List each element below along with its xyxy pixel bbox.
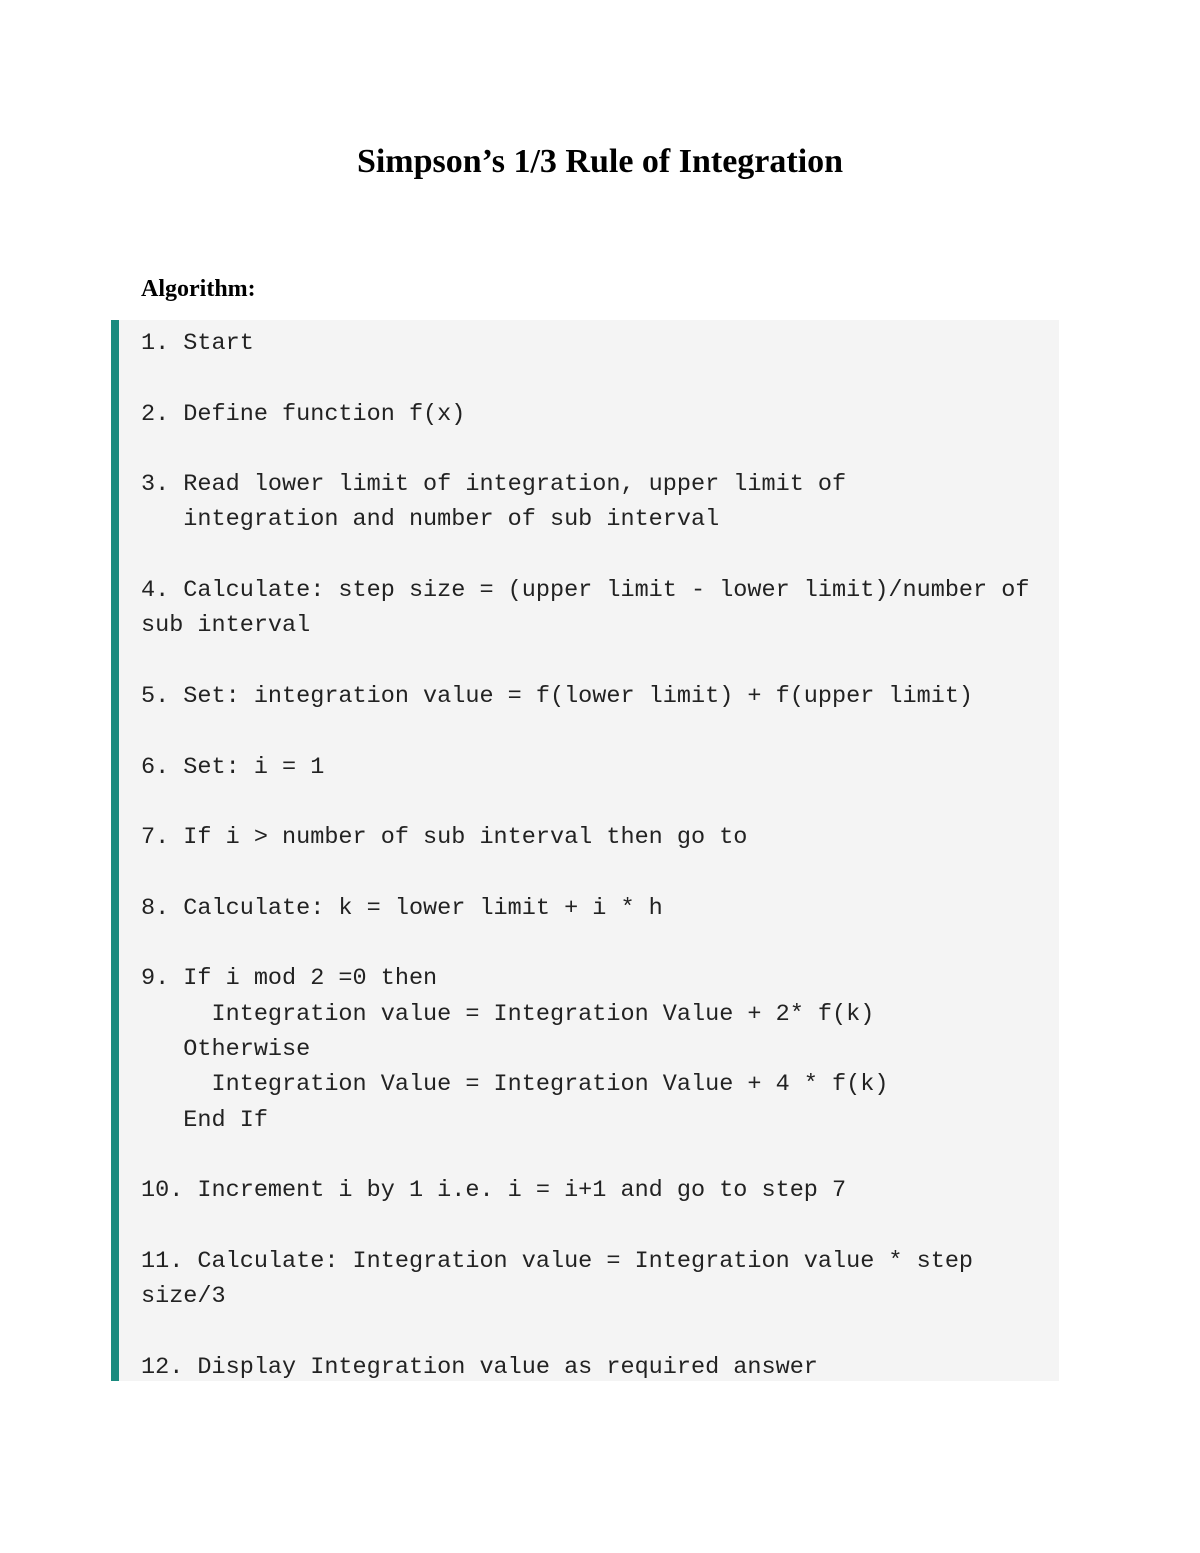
code-line: 8. Calculate: k = lower limit + i * h bbox=[141, 894, 663, 922]
code-line: Integration value = Integration Value + 2* f(k) bbox=[141, 1000, 875, 1028]
code-line: 11. Calculate: Integration value = Integration value * step bbox=[141, 1247, 974, 1275]
code-line: 12. Display Integration value as required answer bbox=[141, 1353, 818, 1381]
code-blank-line bbox=[141, 1138, 1029, 1173]
code-line: sub interval bbox=[141, 612, 311, 640]
code-blank-line bbox=[141, 361, 1029, 396]
code-line: End If bbox=[141, 1106, 268, 1134]
code-line: 10. Increment i by 1 i.e. i = i+1 and go to step 7 bbox=[141, 1177, 847, 1205]
code-line: 1. Start bbox=[141, 330, 254, 357]
algorithm-heading: Algorithm: bbox=[141, 276, 256, 302]
code-line: 6. Set: i = 1 bbox=[141, 753, 325, 781]
code-blank-line bbox=[141, 926, 1029, 961]
code-blank-line bbox=[141, 1314, 1029, 1349]
code-line: 5. Set: integration value = f(lower limit) + f(upper limit) bbox=[141, 682, 974, 710]
code-blank-line bbox=[141, 644, 1029, 679]
code-line: size/3 bbox=[141, 1283, 226, 1311]
code-blank-line bbox=[141, 432, 1029, 467]
code-line: integration and number of sub interval bbox=[141, 506, 720, 534]
page-title: Simpson’s 1/3 Rule of Integration bbox=[356, 143, 844, 180]
code-line: 4. Calculate: step size = (upper limit - lower limit)/number of bbox=[141, 577, 1030, 605]
code-blank-line bbox=[141, 855, 1029, 890]
algorithm-code-block bbox=[111, 320, 1059, 1381]
code-line: Otherwise bbox=[141, 1035, 311, 1063]
code-blank-line bbox=[141, 714, 1029, 749]
code-line: 9. If i mod 2 =0 then bbox=[141, 965, 438, 993]
code-block-accent-bar bbox=[111, 320, 119, 1381]
code-line: Integration Value = Integration Value + 4 * f(k) bbox=[141, 1071, 889, 1099]
code-blank-line bbox=[141, 1208, 1029, 1243]
code-blank-line bbox=[141, 785, 1029, 820]
code-line: 7. If i > number of sub interval then go to bbox=[141, 824, 748, 852]
code-line: 3. Read lower limit of integration, upper limit of bbox=[141, 471, 847, 499]
code-blank-line bbox=[141, 538, 1029, 573]
code-line: 2. Define function f(x) bbox=[141, 400, 466, 428]
algorithm-steps bbox=[141, 326, 1029, 1381]
